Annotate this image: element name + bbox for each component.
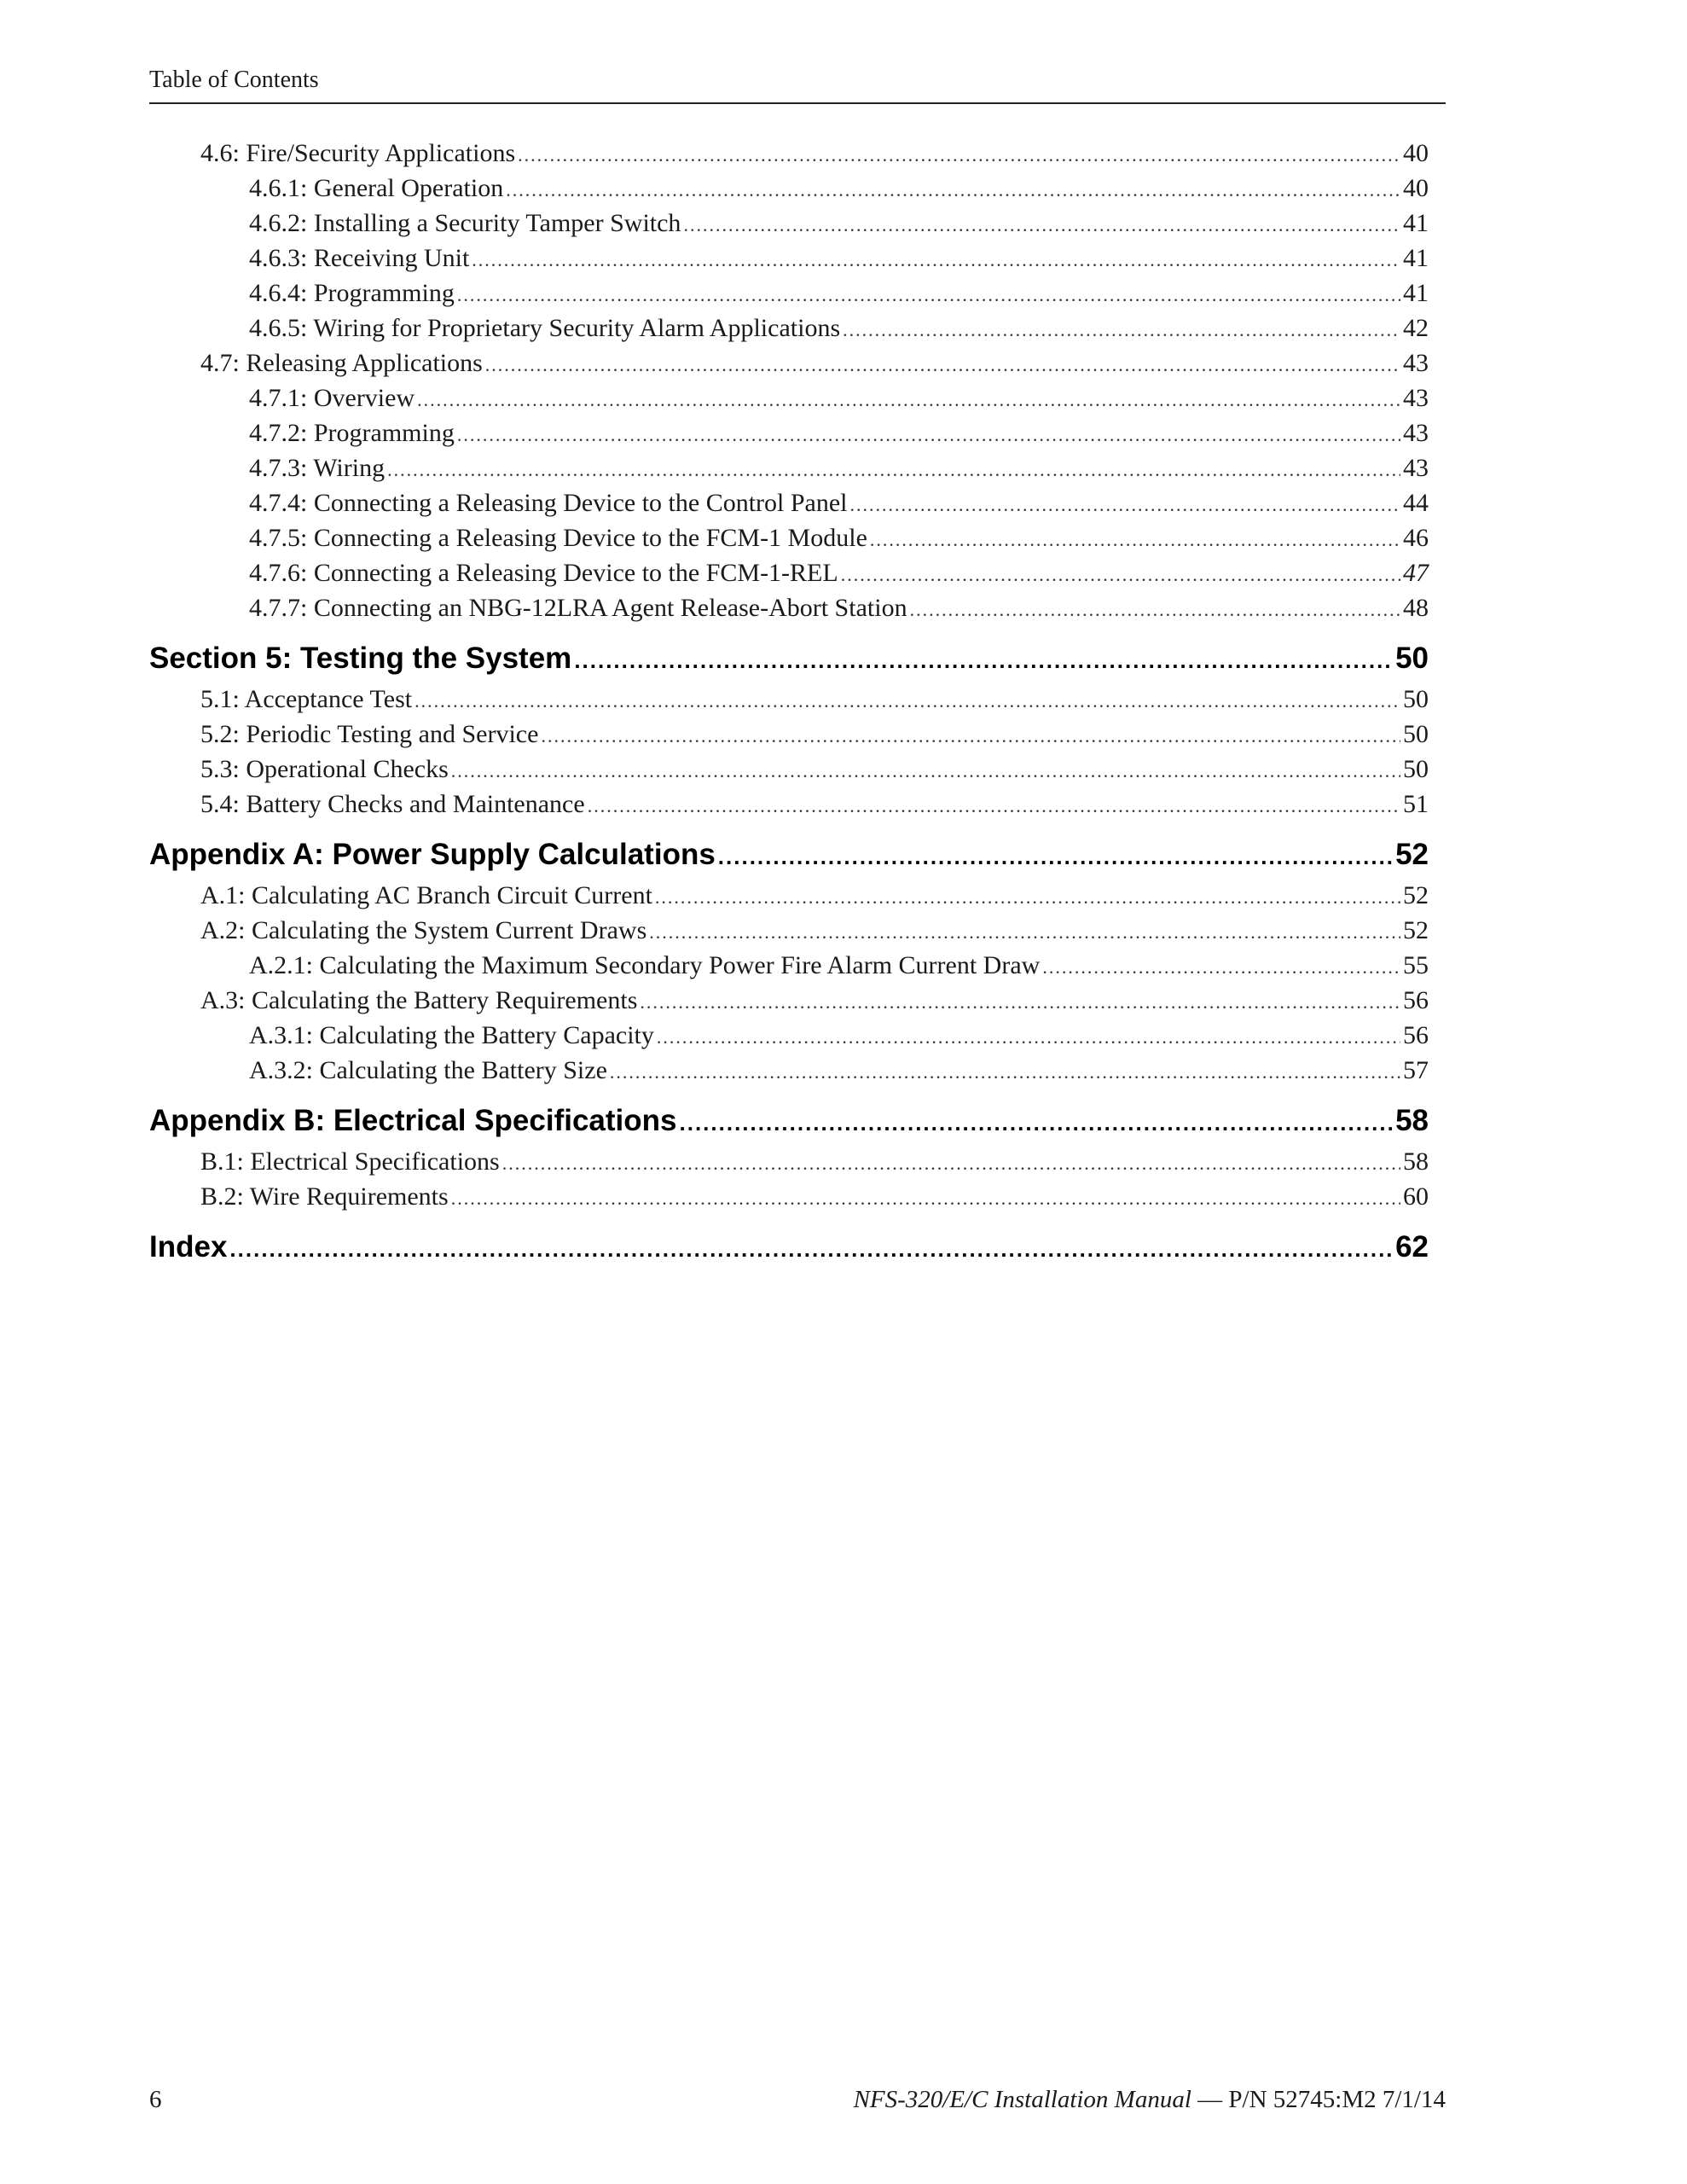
toc-entry-label: 4.6.4: Programming: [249, 279, 455, 307]
dot-leader: [502, 1147, 1400, 1180]
toc-entry-label: 5.3: Operational Checks: [200, 755, 449, 783]
toc-entry[interactable]: [149, 682, 1429, 717]
toc-entry-label: 4.7.1: Overview: [249, 384, 415, 412]
dot-leader: [649, 915, 1400, 949]
toc-entry[interactable]: [149, 346, 1429, 381]
toc-entry[interactable]: [149, 949, 1429, 984]
dot-leader: [610, 1055, 1400, 1089]
toc-entry-label: A.3: Calculating the Battery Requirements: [200, 986, 638, 1014]
toc-entry-label: 4.6.3: Receiving Unit: [249, 244, 470, 272]
toc-entry-page: 42: [1403, 314, 1429, 342]
toc-entry[interactable]: [149, 381, 1429, 416]
toc-entry-page: 56: [1403, 1021, 1429, 1049]
dot-leader: [451, 1182, 1400, 1215]
toc-entry-page: 55: [1403, 951, 1429, 979]
toc-entry-page: 57: [1403, 1056, 1429, 1084]
toc-entry[interactable]: [149, 276, 1429, 311]
toc-entry-page: 43: [1403, 454, 1429, 482]
toc-entry[interactable]: [149, 171, 1429, 206]
toc-entry[interactable]: [149, 717, 1429, 752]
toc-entry-page: 44: [1403, 489, 1429, 517]
toc-entry-page: 41: [1403, 279, 1429, 307]
dot-leader: [541, 719, 1400, 752]
toc-entry[interactable]: [149, 206, 1429, 241]
toc-entry[interactable]: [149, 136, 1429, 171]
dot-leader: [657, 1020, 1400, 1054]
manual-title: NFS-320/E/C Installation Manual: [853, 2086, 1191, 2113]
toc-entry-page: 41: [1403, 244, 1429, 272]
dot-leader: [574, 642, 1393, 679]
dot-leader: [485, 348, 1400, 381]
toc-entry-page: 56: [1403, 986, 1429, 1014]
toc-entry-label: 4.6.2: Installing a Security Tamper Switch: [249, 209, 681, 237]
toc-entry-page: 40: [1403, 139, 1429, 167]
toc-entry-page: 50: [1403, 755, 1429, 783]
toc-entry[interactable]: [149, 556, 1429, 591]
dot-leader: [518, 138, 1400, 171]
toc-entry-label: A.1: Calculating AC Branch Circuit Current: [200, 881, 652, 909]
section-label: Index: [149, 1230, 228, 1263]
toc-entry-page: 51: [1403, 790, 1429, 818]
toc-entry-label: B.1: Electrical Specifications: [200, 1147, 500, 1176]
toc-entry-label: 4.6.5: Wiring for Proprietary Security Alarm Applications: [249, 314, 841, 342]
section-page: 50: [1395, 642, 1429, 675]
header-rule: [149, 102, 1446, 104]
toc-entry[interactable]: [149, 1145, 1429, 1180]
section-label: Section 5: Testing the System: [149, 642, 572, 675]
toc-entry-label: 5.1: Acceptance Test: [200, 685, 413, 713]
dot-leader: [588, 789, 1400, 822]
toc-entry[interactable]: [149, 311, 1429, 346]
section-label: Appendix B: Electrical Specifications: [149, 1104, 677, 1137]
table-of-contents: [149, 136, 1429, 1271]
toc-entry[interactable]: [149, 416, 1429, 451]
toc-entry[interactable]: [149, 879, 1429, 914]
dot-leader: [417, 383, 1400, 416]
toc-entry-page: 50: [1403, 720, 1429, 748]
toc-entry-label: 4.7.3: Wiring: [249, 454, 386, 482]
toc-entry[interactable]: [149, 787, 1429, 822]
toc-entry-page: 52: [1403, 916, 1429, 944]
dot-leader: [451, 754, 1400, 787]
toc-section-heading[interactable]: [149, 1102, 1429, 1141]
toc-entry-page: 60: [1403, 1182, 1429, 1211]
toc-entry[interactable]: [149, 1054, 1429, 1089]
toc-entry[interactable]: [149, 451, 1429, 486]
toc-entry-page: 40: [1403, 174, 1429, 202]
dot-leader: [841, 558, 1400, 591]
dot-leader: [850, 488, 1400, 521]
toc-entry-label: 4.7.7: Connecting an NBG-12LRA Agent Release-Abort Station: [249, 594, 907, 622]
part-number: — P/N 52745:M2 7/1/14: [1191, 2086, 1446, 2113]
toc-entry[interactable]: [149, 914, 1429, 949]
toc-entry-page: 47: [1403, 559, 1429, 587]
section-page: 52: [1395, 838, 1429, 871]
dot-leader: [457, 418, 1400, 451]
section-page: 58: [1395, 1104, 1429, 1137]
toc-entry-page: 41: [1403, 209, 1429, 237]
toc-entry[interactable]: [149, 1180, 1429, 1215]
toc-entry-label: 4.7.5: Connecting a Releasing Device to the FCM-1 Module: [249, 524, 867, 552]
dot-leader: [506, 173, 1400, 206]
section-label: Appendix A: Power Supply Calculations: [149, 838, 716, 871]
toc-entry[interactable]: [149, 521, 1429, 556]
toc-entry-page: 43: [1403, 384, 1429, 412]
toc-entry-page: 58: [1403, 1147, 1429, 1176]
toc-entry-label: 4.7.4: Connecting a Releasing Device to the Control Panel: [249, 489, 848, 517]
toc-entry-label: 5.2: Periodic Testing and Service: [200, 720, 539, 748]
toc-entry-label: 4.7.6: Connecting a Releasing Device to the FCM-1-REL: [249, 559, 838, 587]
page-number: 6: [149, 2086, 162, 2113]
dot-leader: [229, 1230, 1393, 1268]
dot-leader: [680, 1104, 1394, 1141]
toc-entry-page: 48: [1403, 594, 1429, 622]
toc-entry[interactable]: [149, 752, 1429, 787]
toc-entry[interactable]: [149, 241, 1429, 276]
toc-entry-label: A.3.1: Calculating the Battery Capacity: [249, 1021, 654, 1049]
toc-entry-page: 50: [1403, 685, 1429, 713]
running-header: Table of Contents: [149, 67, 319, 93]
toc-entry[interactable]: [149, 1019, 1429, 1054]
dot-leader: [683, 208, 1400, 241]
toc-entry-label: 4.7: Releasing Applications: [200, 349, 483, 377]
dot-leader: [387, 453, 1400, 486]
toc-entry[interactable]: [149, 984, 1429, 1019]
toc-entry-label: 4.7.2: Programming: [249, 419, 455, 447]
toc-entry-label: A.3.2: Calculating the Battery Size: [249, 1056, 607, 1084]
toc-entry-label: A.2: Calculating the System Current Draws: [200, 916, 647, 944]
dot-leader: [640, 985, 1400, 1019]
dot-leader: [843, 313, 1400, 346]
toc-entry-page: 46: [1403, 524, 1429, 552]
toc-entry-page: 52: [1403, 881, 1429, 909]
dot-leader: [415, 684, 1400, 717]
toc-entry[interactable]: [149, 486, 1429, 521]
dot-leader: [718, 838, 1393, 875]
toc-section-heading[interactable]: [149, 836, 1429, 875]
dot-leader: [655, 880, 1400, 914]
toc-section-heading[interactable]: [149, 1228, 1429, 1268]
toc-entry-label: 4.6: Fire/Security Applications: [200, 139, 516, 167]
section-page: 62: [1395, 1230, 1429, 1263]
dot-leader: [1042, 950, 1400, 984]
toc-entry-page: 43: [1403, 349, 1429, 377]
dot-leader: [457, 278, 1400, 311]
dot-leader: [870, 523, 1400, 556]
toc-entry-page: 43: [1403, 419, 1429, 447]
toc-entry-label: 4.6.1: General Operation: [249, 174, 504, 202]
toc-entry-label: 5.4: Battery Checks and Maintenance: [200, 790, 585, 818]
running-footer: [854, 2086, 1446, 2114]
toc-entry-label: A.2.1: Calculating the Maximum Secondary Power Fire Alarm Current Draw: [249, 951, 1041, 979]
toc-entry-label: B.2: Wire Requirements: [200, 1182, 449, 1211]
toc-section-heading[interactable]: [149, 640, 1429, 679]
dot-leader: [910, 593, 1400, 626]
toc-entry[interactable]: [149, 591, 1429, 626]
dot-leader: [472, 243, 1400, 276]
